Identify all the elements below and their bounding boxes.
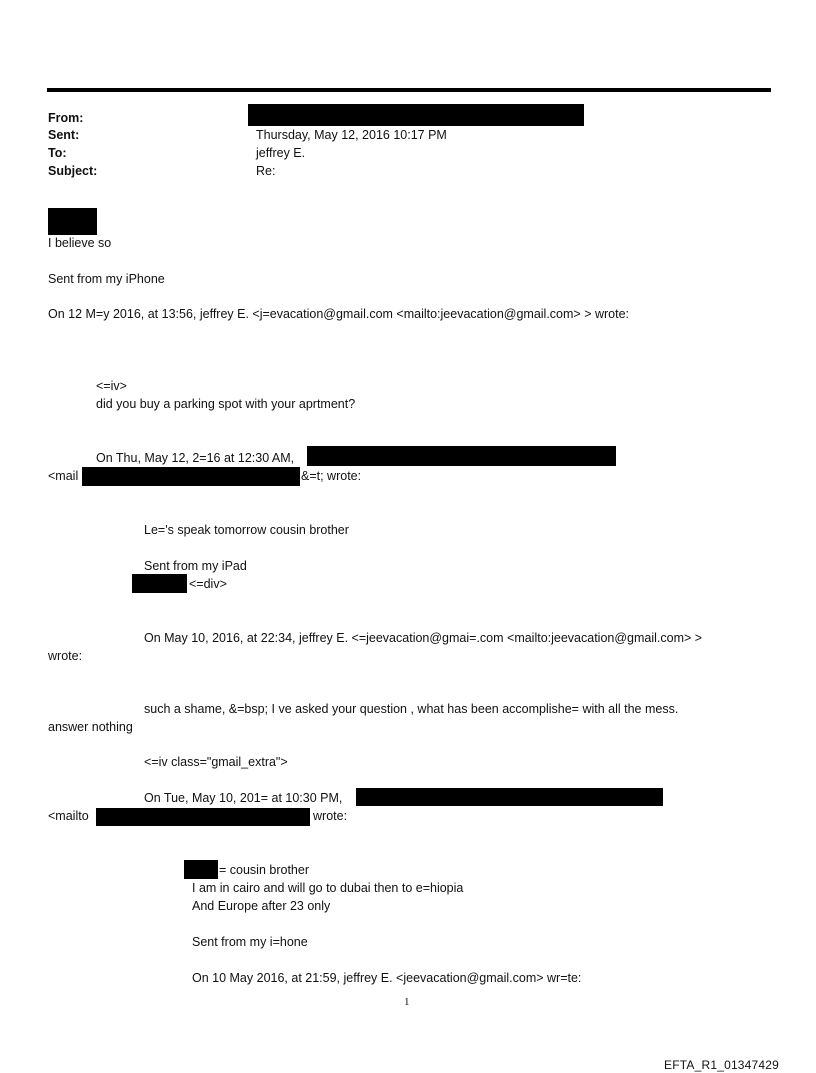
- quote1-line-a: <=iv>: [96, 379, 127, 393]
- quote1-line-d-pre: <mail: [48, 469, 79, 483]
- from-label: From:: [48, 111, 84, 125]
- quote2-line-e: wrote:: [48, 649, 83, 663]
- quote3-line-a: = cousin brother: [219, 863, 309, 877]
- redaction-q2-tag: [132, 574, 187, 593]
- redaction-salutation: [48, 208, 97, 235]
- sent-label: Sent:: [48, 128, 80, 142]
- quote1-line-b: did you buy a parking spot with your aprtment?: [96, 397, 356, 411]
- redaction-q2-email: [96, 808, 310, 826]
- quote2-line-g: answer nothing: [48, 720, 133, 734]
- quote2-line-c: <=div>: [189, 577, 227, 591]
- to-label: To:: [48, 146, 67, 160]
- quote2-line-j-post: wrote:: [313, 809, 348, 823]
- page-number: 1: [404, 996, 410, 1008]
- quote3-line-c: And Europe after 23 only: [192, 899, 331, 913]
- redaction-q3-name: [184, 860, 218, 879]
- quote2-line-h: <=iv class="gmail_extra">: [144, 755, 288, 769]
- redaction-from: [248, 104, 584, 126]
- redaction-q1-name: [307, 446, 616, 466]
- quote2-line-b: Sent from my iPad: [144, 559, 247, 573]
- quote3-line-d: Sent from my i=hone: [192, 935, 308, 949]
- body-line-2: Sent from my iPhone: [48, 272, 165, 286]
- quote1-line-c: On Thu, May 12, 2=16 at 12:30 AM,: [96, 451, 295, 465]
- redaction-q2-name: [356, 788, 663, 806]
- body-line-3: On 12 M=y 2016, at 13:56, jeffrey E. <j=evacation@gmail.com <mailto:jeevacation@gmail.com> > wrote:: [48, 307, 629, 321]
- quote2-line-j-pre: <mailto: [48, 809, 89, 823]
- redaction-q1-email: [82, 467, 300, 486]
- quote2-line-d: On May 10, 2016, at 22:34, jeffrey E. <=jeevacation@gmai=.com <mailto:jeevacation@gmail.com> >: [144, 631, 703, 645]
- subject-value: Re:: [256, 164, 276, 178]
- body-line-1: I believe so: [48, 236, 112, 250]
- quote1-line-d-post: &=t; wrote:: [301, 469, 362, 483]
- quote2-line-f: such a shame, &=bsp; I ve asked your question , what has been accomplishe= with all the mess.: [144, 702, 679, 716]
- quote3-line-b: I am in cairo and will go to dubai then to e=hiopia: [192, 881, 464, 895]
- header-rule: [47, 88, 771, 92]
- quote2-line-a: Le='s speak tomorrow cousin brother: [144, 523, 349, 537]
- sent-value: Thursday, May 12, 2016 10:17 PM: [256, 128, 447, 142]
- subject-label: Subject:: [48, 164, 98, 178]
- to-value: jeffrey E.: [256, 146, 306, 160]
- document-id-footer: EFTA_R1_01347429: [664, 1058, 780, 1072]
- quote3-line-e: On 10 May 2016, at 21:59, jeffrey E. <jeevacation@gmail.com> wr=te:: [192, 971, 582, 985]
- quote2-line-i: On Tue, May 10, 201= at 10:30 PM,: [144, 791, 343, 805]
